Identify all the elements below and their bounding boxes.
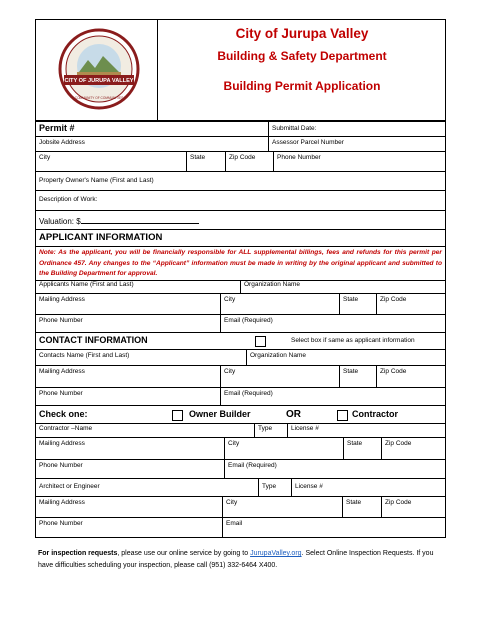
inspection-footer (38, 548, 448, 572)
submittal-date-field[interactable]: Submittal Date: (272, 125, 317, 132)
architect-type-field[interactable]: Type (262, 483, 277, 490)
architect-email-field[interactable]: Email (226, 520, 243, 527)
contact-mailing-field[interactable]: Mailing Address (39, 368, 85, 375)
applicant-zip-field[interactable]: Zip Code (380, 296, 407, 303)
footer-text-1: , please use our online service by going to (117, 550, 251, 557)
jurupa-valley-link[interactable]: JurupaValley.org (250, 550, 302, 557)
assessor-parcel-field[interactable]: Assessor Parcel Number (272, 139, 344, 146)
valuation-field[interactable] (36, 211, 445, 229)
applicant-note-row (36, 247, 445, 281)
contractor-name-row (36, 424, 445, 438)
contact-section-heading: CONTACT INFORMATION (39, 335, 148, 345)
jobsite-city-field[interactable]: City (39, 154, 51, 161)
contractor-city-field[interactable]: City (228, 440, 240, 447)
contact-phone-field[interactable]: Phone Number (39, 390, 83, 397)
contact-mailing-row (36, 366, 445, 388)
contractor-state-field[interactable]: State (347, 440, 363, 447)
applicant-organization-field[interactable]: Organization Name (244, 281, 300, 288)
applicant-phone-row (36, 315, 445, 333)
architect-license-field[interactable]: License # (295, 483, 323, 490)
jobsite-phone-field[interactable]: Phone Number (277, 154, 321, 161)
same-as-applicant-label: Select box if same as applicant information (291, 337, 415, 344)
architect-name-row (36, 479, 445, 497)
jobsite-zip-field[interactable]: Zip Code (229, 154, 256, 161)
jobsite-row (36, 137, 445, 152)
city-seal-logo (58, 28, 140, 110)
architect-name-field[interactable]: Architect or Engineer (39, 483, 100, 490)
contact-zip-field[interactable]: Zip Code (380, 368, 407, 375)
same-as-applicant-checkbox[interactable] (255, 336, 266, 347)
description-of-work-field[interactable]: Description of Work: (39, 196, 98, 203)
or-label: OR (286, 409, 301, 420)
contractor-name-field[interactable]: Contractor –Name (39, 425, 93, 432)
valuation-blank-line (81, 216, 199, 224)
contact-email-field[interactable]: Email (Required) (224, 390, 273, 397)
applicant-name-row (36, 281, 445, 294)
form-header (35, 19, 446, 121)
applicant-mailing-row (36, 294, 445, 315)
architect-phone-field[interactable]: Phone Number (39, 520, 83, 527)
architect-phone-row (36, 518, 445, 538)
city-title: City of Jurupa Valley (235, 26, 369, 41)
contractor-mailing-field[interactable]: Mailing Address (39, 440, 85, 447)
architect-mailing-field[interactable]: Mailing Address (39, 499, 85, 506)
contractor-email-field[interactable]: Email (Required) (228, 462, 277, 469)
footer-bold-lead: For inspection requests (38, 550, 118, 557)
footer-text-2: . Select Online Inspection Requests. If you have difficulties scheduling your inspection, please call (951) 332-6464 X400. (38, 550, 434, 569)
valuation-label: Valuation: $ (39, 217, 81, 226)
contact-phone-row (36, 388, 445, 406)
contact-name-row (36, 350, 445, 366)
architect-city-field[interactable]: City (226, 499, 238, 506)
contact-name-field[interactable]: Contacts Name (First and Last) (39, 352, 130, 359)
property-owner-field[interactable]: Property Owner's Name (First and Last) (39, 177, 154, 184)
description-row (36, 191, 445, 211)
architect-state-field[interactable]: State (346, 499, 362, 506)
contractor-checkbox[interactable] (337, 410, 348, 421)
applicant-city-field[interactable]: City (224, 296, 236, 303)
architect-zip-field[interactable]: Zip Code (385, 499, 412, 506)
permit-number-row (36, 122, 445, 137)
permit-form (35, 121, 446, 538)
applicant-mailing-field[interactable]: Mailing Address (39, 296, 85, 303)
department-title: Building & Safety Department (217, 49, 387, 63)
applicant-heading-row (36, 230, 445, 247)
valuation-row (36, 211, 445, 230)
architect-mailing-row (36, 497, 445, 518)
owner-row (36, 172, 445, 191)
applicant-responsibility-note: Note: As the applicant, you will be financially responsible for ALL supplemental billings, fees and refunds for this permit per Ordinance 457. Any changes to the “Applicant” information must be made in writing by the original applicant and submitted to the Building Department for approval. (39, 249, 442, 277)
applicant-state-field[interactable]: State (343, 296, 359, 303)
application-title: Building Permit Application (223, 79, 381, 93)
jobsite-city-row (36, 152, 445, 172)
owner-builder-label: Owner Builder (189, 409, 251, 419)
check-one-label: Check one: (39, 409, 88, 419)
permit-number-field[interactable]: Permit # (39, 123, 75, 133)
contact-organization-field[interactable]: Organization Name (250, 352, 306, 359)
seal-banner-text: CITY OF JURUPA VALLEY (64, 78, 134, 84)
applicant-phone-field[interactable]: Phone Number (39, 317, 83, 324)
contractor-license-field[interactable]: License # (291, 425, 319, 432)
contractor-phone-field[interactable]: Phone Number (39, 462, 83, 469)
jobsite-address-field[interactable]: Jobsite Address (39, 139, 85, 146)
seal-box (36, 20, 158, 120)
jobsite-state-field[interactable]: State (190, 154, 206, 161)
contractor-label: Contractor (352, 409, 399, 419)
contact-heading-row (36, 333, 445, 350)
owner-builder-checkbox[interactable] (172, 410, 183, 421)
contractor-phone-row (36, 460, 445, 479)
title-box (159, 20, 445, 120)
applicant-email-field[interactable]: Email (Required) (224, 317, 273, 324)
contact-state-field[interactable]: State (343, 368, 359, 375)
contractor-mailing-row (36, 438, 445, 460)
contact-city-field[interactable]: City (224, 368, 236, 375)
contractor-zip-field[interactable]: Zip Code (385, 440, 412, 447)
seal-motto-text: COMMUNITY OF COMMUNITIES (74, 96, 124, 100)
applicant-section-heading: APPLICANT INFORMATION (39, 232, 163, 243)
applicant-name-field[interactable]: Applicants Name (First and Last) (39, 281, 134, 288)
check-one-row (36, 406, 445, 424)
contractor-type-field[interactable]: Type (258, 425, 273, 432)
